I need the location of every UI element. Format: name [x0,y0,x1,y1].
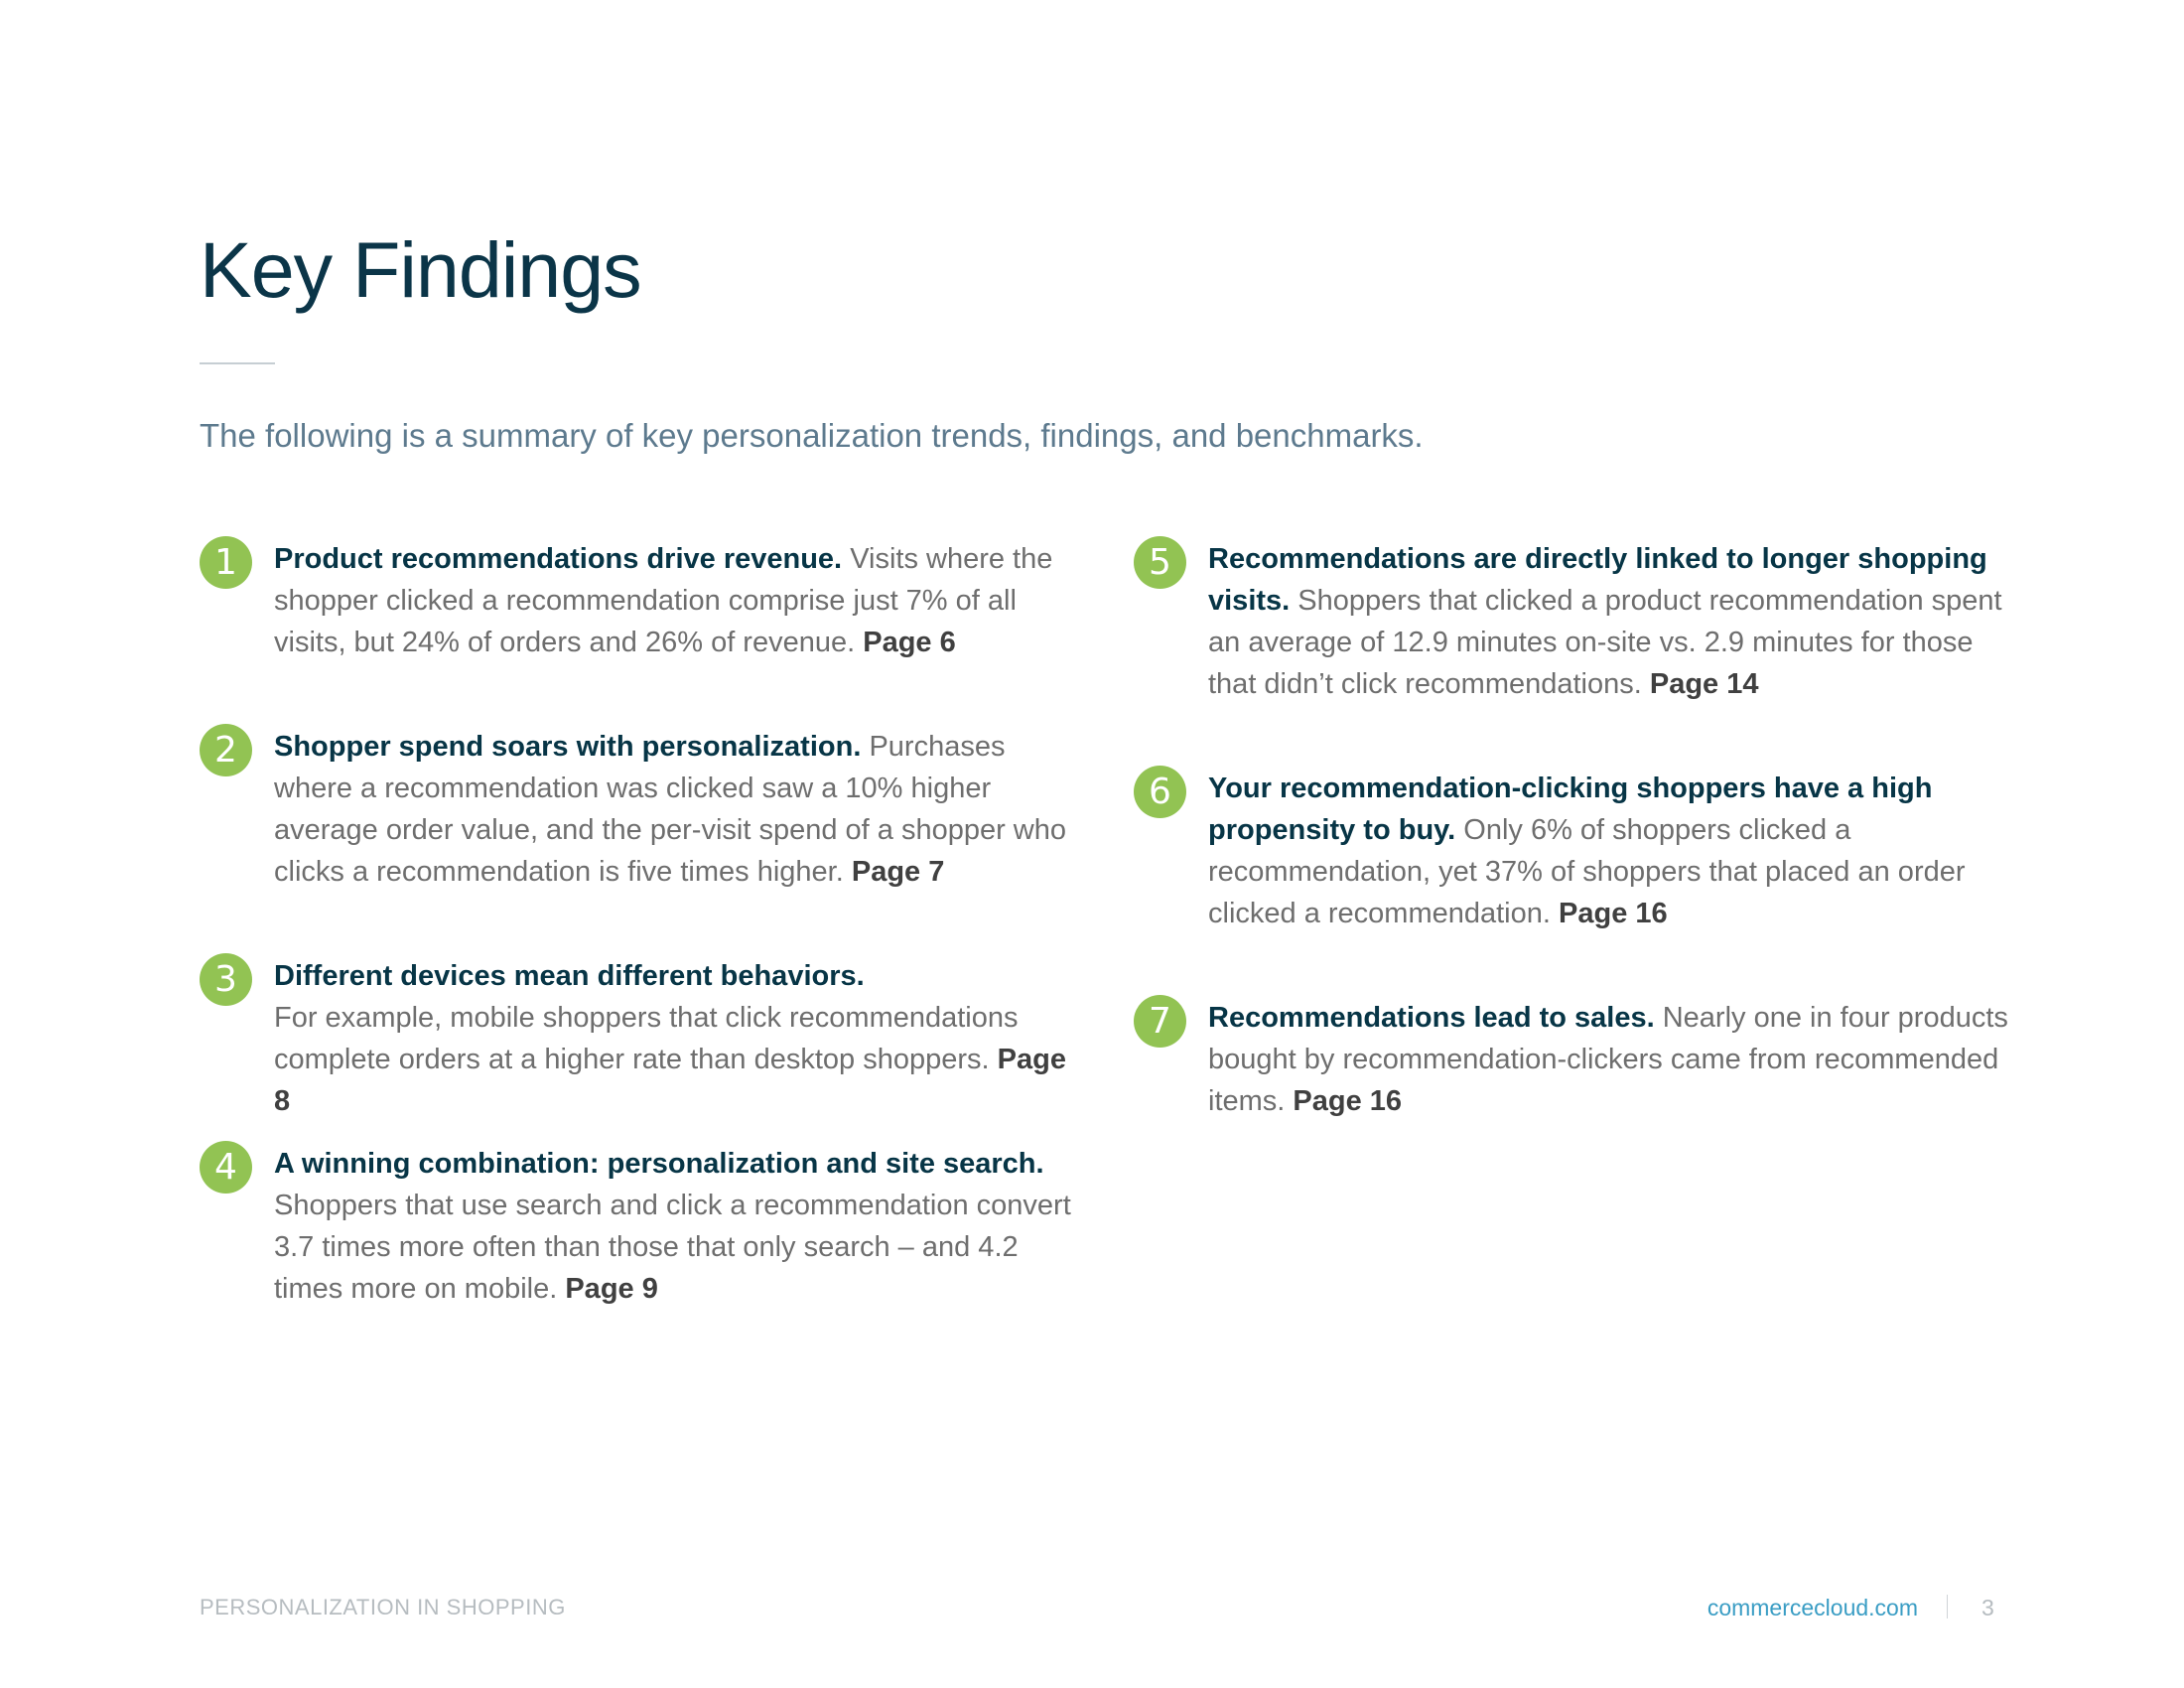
finding-text [274,955,1078,1122]
page-reference-link[interactable]: Page 6 [863,627,956,658]
page-reference-link[interactable]: Page 9 [565,1273,658,1305]
finding-text [274,1143,1078,1310]
footer-website-link[interactable]: commercecloud.com [1706,1595,1918,1620]
title-divider [200,362,275,364]
finding-body: Nearly one in four products bought by recommendation-clickers came from recommended items. [1208,1002,2008,1117]
finding-body: Shoppers that clicked a product recommendation spent an average of 12.9 minutes on-site vs. 2.9 minutes for those that didn’t click recommendations. [1208,585,2002,700]
finding-number-badge: 5 [1134,536,1186,589]
finding-number-badge: 1 [200,536,252,589]
finding-number-badge: 2 [200,724,252,776]
page-reference-link[interactable]: Page 8 [274,1044,1066,1117]
finding-number-badge: 3 [200,953,252,1006]
page-title: Key Findings [200,225,641,314]
finding-heading: Shopper spend soars with personalization. [274,731,862,763]
finding-body: Visits where the shopper clicked a recommendation comprise just 7% of all visits, but 24% of orders and 26% of revenue. [274,543,1053,658]
finding-heading: Recommendations are directly linked to longer shopping visits. [1208,543,1987,617]
finding-body: For example, mobile shoppers that click recommendations complete orders at a higher rate than desktop shoppers. [274,1002,1019,1075]
finding-heading: Your recommendation-clicking shoppers have a high propensity to buy. [1208,773,1933,846]
finding-heading: A winning combination: personalization and site search. [274,1148,1044,1180]
footer-divider [1947,1595,1948,1618]
page-reference-link[interactable]: Page 7 [851,856,945,888]
page-reference-link[interactable]: Page 16 [1559,898,1668,929]
finding-number-badge: 4 [200,1141,252,1194]
page-subtitle: The following is a summary of key personalization trends, findings, and benchmarks. [200,417,1424,454]
footer-page-number: 3 [1981,1595,1994,1620]
finding-body: Only 6% of shoppers clicked a recommendation, yet 37% of shoppers that placed an order clicked a recommendation. [1208,814,1966,929]
finding-text [274,538,1078,663]
footer-section-label: PERSONALIZATION IN SHOPPING [200,1595,566,1619]
finding-text [1208,538,2012,705]
finding-number-badge: 7 [1134,995,1186,1048]
finding-text [274,726,1078,893]
finding-text [1208,768,2012,934]
finding-text [1208,997,2012,1122]
page-reference-link[interactable]: Page 14 [1649,668,1759,700]
finding-heading: Different devices mean different behaviors. [274,960,865,992]
finding-heading: Product recommendations drive revenue. [274,543,843,575]
finding-body: Purchases where a recommendation was clicked saw a 10% higher average order value, and the per-visit spend of a shopper who clicks a recommendation is five times higher. [274,731,1066,888]
finding-number-badge: 6 [1134,766,1186,818]
finding-heading: Recommendations lead to sales. [1208,1002,1655,1034]
page-reference-link[interactable]: Page 16 [1293,1085,1403,1117]
finding-body: Shoppers that use search and click a recommendation convert 3.7 times more often than those that only search – and 4.2 times more on mobile. [274,1190,1071,1305]
